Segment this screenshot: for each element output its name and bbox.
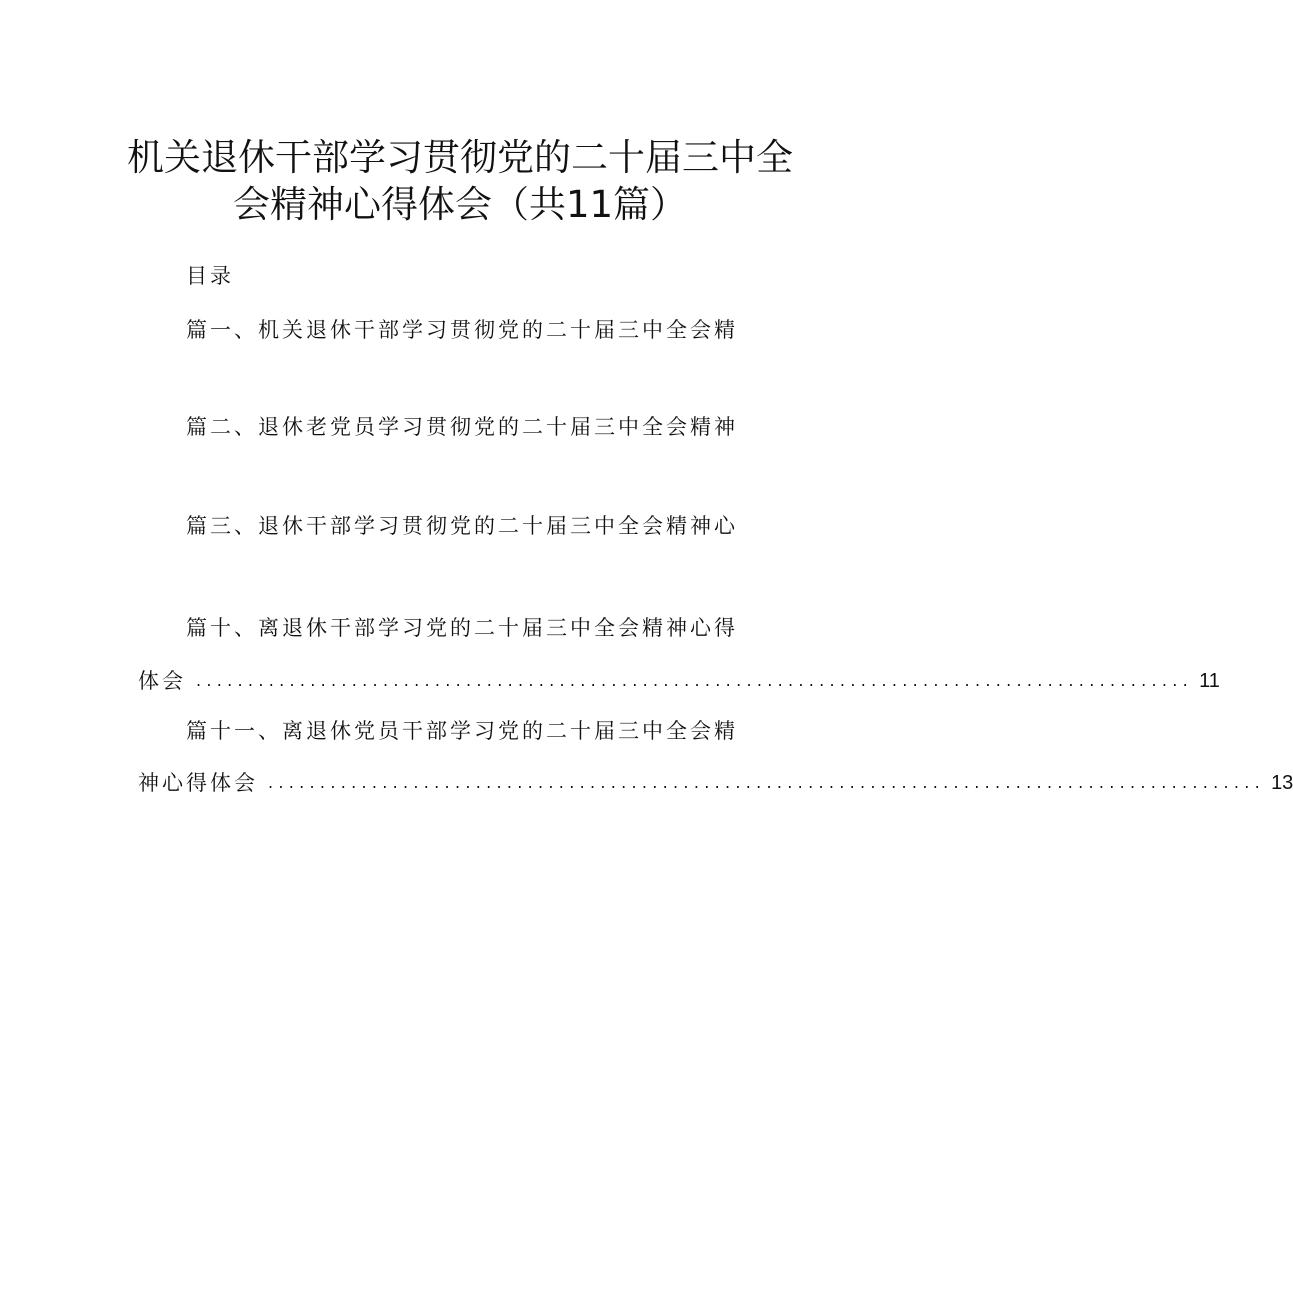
dot-leader: ................................................................................................ [196,671,1194,690]
toc-entry-continuation-text: 神心得体会 [138,771,258,795]
toc-entry-1[interactable]: 篇一、机关退休干部学习贯彻党的二十届三中全会精 [186,318,738,342]
toc-heading: 目录 [186,264,234,288]
toc-entry-10[interactable]: 篇十、离退休干部学习党的二十届三中全会精神心得 [186,616,738,640]
toc-entry-3[interactable]: 篇三、退休干部学习贯彻党的二十届三中全会精神心 [186,514,738,538]
toc-entry-10-continuation[interactable] [138,667,1220,695]
toc-entry-11-continuation[interactable] [138,769,1293,797]
document-title-line-1: 机关退休干部学习贯彻党的二十届三中全 [127,136,793,179]
toc-page-number: 11 [1199,670,1220,692]
toc-entry-continuation-text: 体会 [138,669,186,693]
document-title-line-2: 会精神心得体会（共11篇） [232,183,688,226]
toc-page-number: 13 [1271,772,1293,794]
dot-leader: ................................................................................................ [268,773,1266,792]
toc-entry-11[interactable]: 篇十一、离退休党员干部学习党的二十届三中全会精 [186,719,738,743]
toc-entry-2[interactable]: 篇二、退休老党员学习贯彻党的二十届三中全会精神 [186,415,738,439]
